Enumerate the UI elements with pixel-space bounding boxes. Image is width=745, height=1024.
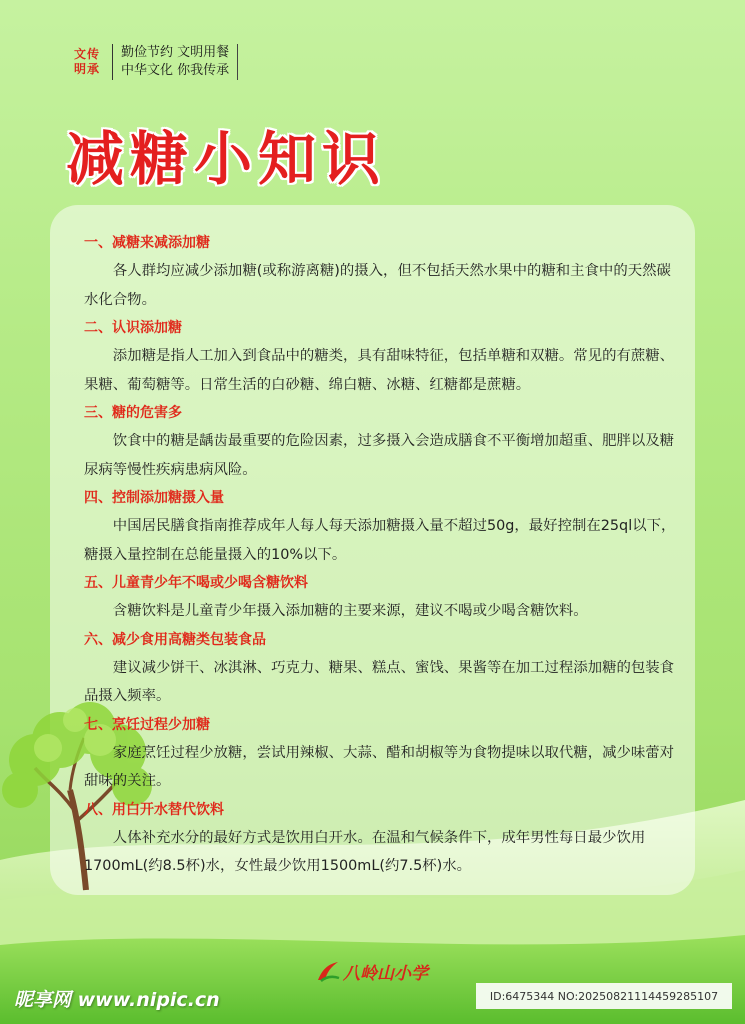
section-text: [84, 654, 684, 711]
slogan-line-2: 中华文化 你我传承: [121, 63, 230, 78]
text-line: 人体补充水分的最好方式是饮用白开水。在温和气候条件下，成年男性每日最: [112, 829, 603, 846]
text-line: 添加糖是指人工加入到食品中的糖类，具有甜味特征，包括单糖和双糖。常见: [112, 348, 603, 364]
image-id-bar: ID:6475344 NO:20250821114459285107: [476, 983, 732, 1009]
section-text: [84, 427, 684, 484]
text-line: 糖的包装食品摄入频率。: [84, 659, 675, 704]
section-heading: 一、减糖来减添加糖: [84, 235, 210, 251]
school-emblem-icon: [315, 958, 341, 984]
section-text: [84, 597, 684, 626]
watermark-text: 昵享网 www.nipic.cn: [14, 989, 220, 1011]
slogan-line-1: 勤俭节约 文明用餐: [121, 45, 230, 60]
text-line: 家庭烹饪过程少放糖，尝试用辣椒、大蒜、醋和胡椒等为食物提味以取代糖，: [112, 744, 603, 761]
section-text: [84, 257, 684, 314]
section-2: [84, 314, 684, 399]
divider: [237, 44, 238, 80]
section-text: [84, 824, 684, 881]
slogan-lines: [112, 44, 229, 80]
text-line: 中国居民膳食指南推荐成年人每人每天添加糖摄入量不超过50g，最好控制在: [112, 518, 601, 534]
section-heading: 六、减少食用高糖类包装食品: [84, 631, 266, 648]
section-text: [84, 342, 684, 399]
section-heading: 七、烹饪过程少加糖: [84, 716, 210, 733]
section-5: [84, 569, 684, 626]
section-text: [84, 739, 684, 796]
text-line: 建议减少饼干、冰淇淋、巧克力、糖果、糕点、蜜饯、果酱等在加工过程添加: [112, 659, 603, 676]
section-6: [84, 626, 684, 711]
section-heading: 八、用白开水替代饮料: [84, 801, 224, 818]
seal-char: 文: [74, 47, 87, 61]
header-slogan-block: [74, 44, 238, 80]
seal-char: 承: [87, 62, 100, 76]
section-4: [84, 484, 684, 569]
page-title: 减糖小知识: [66, 125, 387, 193]
section-8: [84, 796, 684, 881]
culture-seal-logo: [74, 46, 104, 78]
section-heading: 五、儿童青少年不喝或少喝含糖饮料: [84, 575, 308, 591]
section-heading: 三、糖的危害多: [84, 405, 182, 421]
school-name: 八岭山小学: [343, 963, 428, 984]
section-7: [84, 711, 684, 796]
seal-char: 传: [87, 47, 100, 61]
text-line: 少饮用1700mL(约8.5杯)水，女性最少饮用1500mL(约7.5杯)水。: [84, 829, 646, 874]
section-text: [84, 512, 684, 569]
knowledge-list: [84, 229, 684, 881]
text-line: 25ql以下，糖摄入量控制在总能量摄入的10%以下。: [84, 518, 676, 563]
section-1: [84, 229, 684, 314]
text-line: 中的天然碳水化合物。: [84, 263, 671, 308]
section-heading: 二、认识添加糖: [84, 320, 182, 336]
seal-char: 明: [74, 62, 87, 76]
text-line: 肥胖以及糖尿病等慢性疾病患病风险。: [84, 433, 675, 478]
text-line: 的有蔗糖、果糖、葡萄糖等。日常生活的白砂糖、绵白糖、冰糖、红糖都是蔗糖。: [84, 348, 675, 393]
text-line: 含糖饮料是儿童青少年摄入添加糖的主要来源，建议不喝或少喝含糖饮料。: [112, 603, 588, 619]
text-line: 减少味蕾对甜味的关注。: [84, 744, 675, 789]
text-line: 各人群均应减少添加糖(或称游离糖)的摄入，但不包括天然水果中的糖和主食: [112, 263, 599, 279]
section-heading: 四、控制添加糖摄入量: [84, 490, 224, 506]
section-3: [84, 399, 684, 484]
school-logo: [315, 958, 428, 984]
text-line: 饮食中的糖是龋齿最重要的危险因素，过多摄入会造成膳食不平衡增加超重、: [112, 433, 603, 449]
